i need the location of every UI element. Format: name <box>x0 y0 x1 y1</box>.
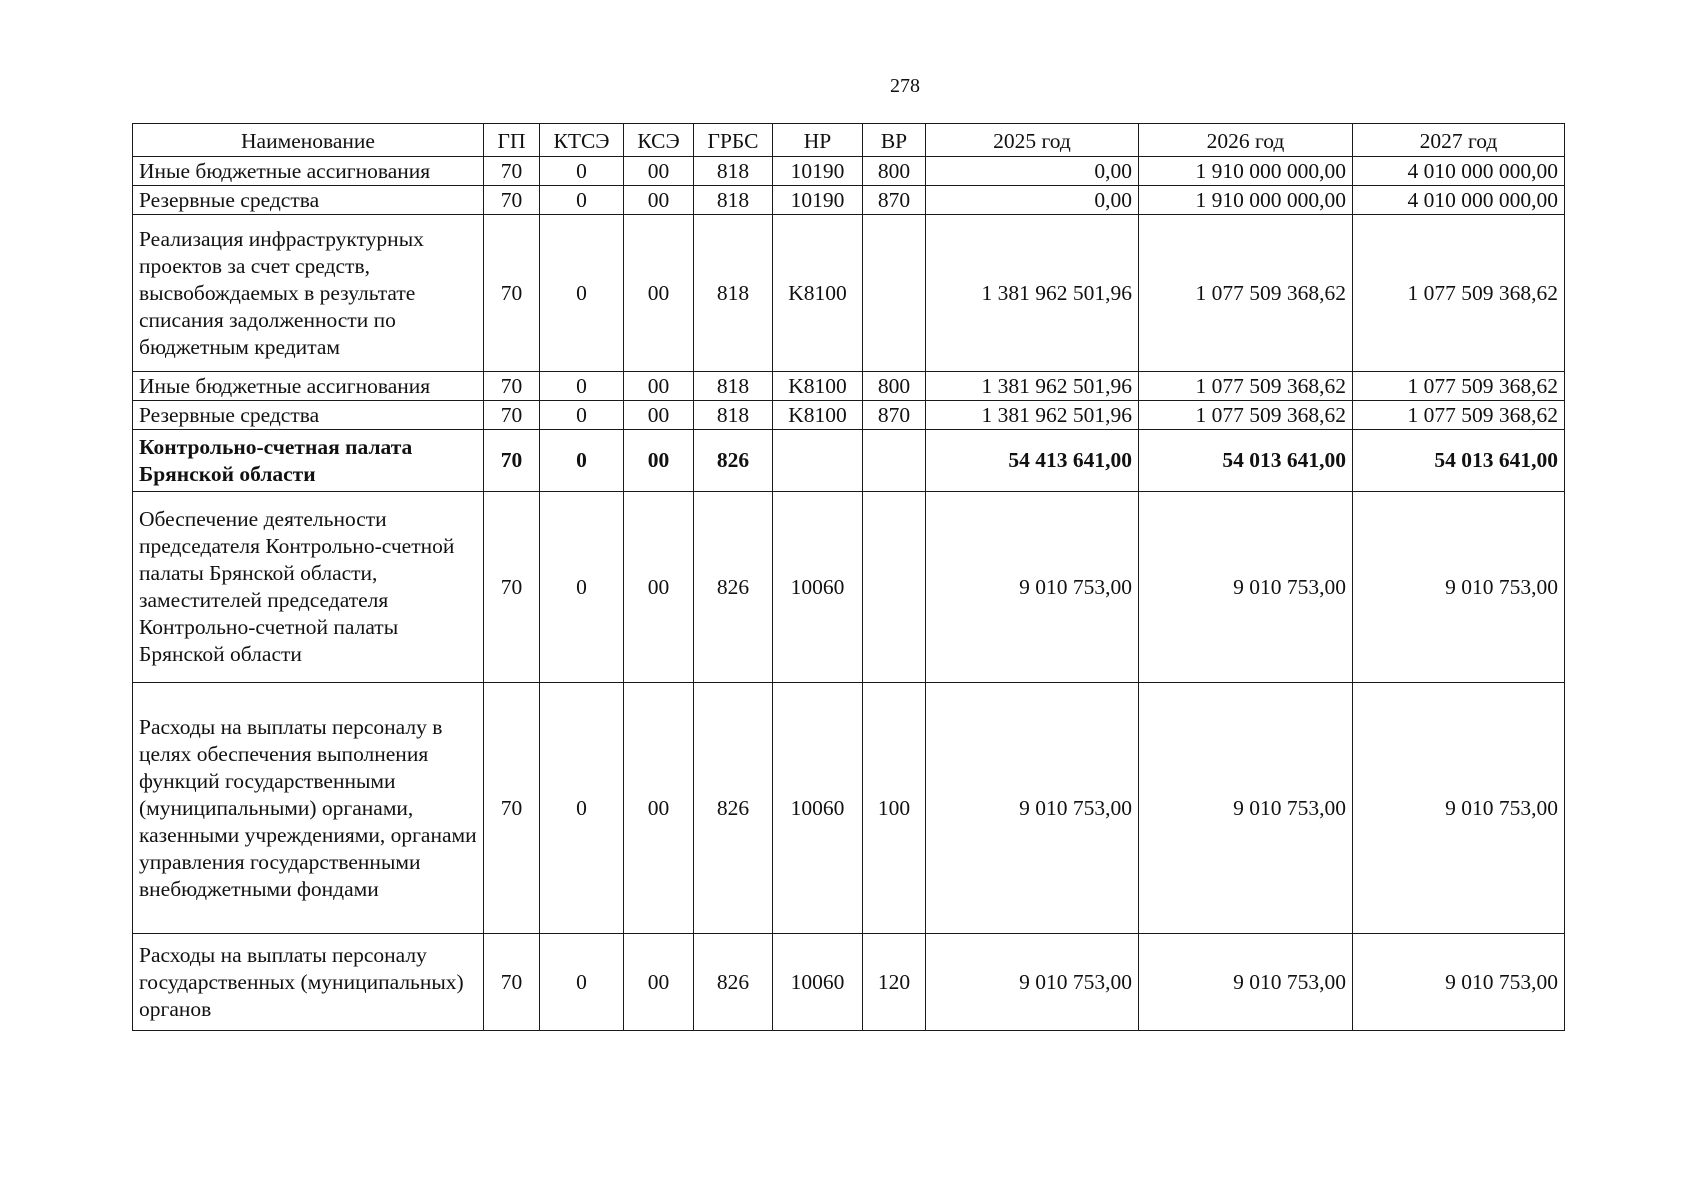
table-row <box>133 430 1565 492</box>
cell-2027: 54 013 641,00 <box>1353 430 1565 492</box>
cell-vr <box>863 215 926 372</box>
header-gp: ГП <box>484 124 540 157</box>
cell-gp: 70 <box>484 186 540 215</box>
cell-2027: 9 010 753,00 <box>1353 492 1565 683</box>
table-row <box>133 492 1565 683</box>
cell-ktse: 0 <box>540 372 624 401</box>
cell-vr <box>863 430 926 492</box>
cell-kse: 00 <box>624 492 694 683</box>
header-vr: ВР <box>863 124 926 157</box>
cell-grbs: 818 <box>694 372 773 401</box>
cell-2025: 9 010 753,00 <box>926 492 1139 683</box>
cell-2027: 1 077 509 368,62 <box>1353 372 1565 401</box>
cell-2027: 9 010 753,00 <box>1353 934 1565 1031</box>
cell-name: Реализация инфраструктурных проектов за счет средств, высвобождаемых в результате списания задолженности по бюджетным кредитам <box>133 215 484 372</box>
cell-ktse: 0 <box>540 157 624 186</box>
cell-2027: 4 010 000 000,00 <box>1353 186 1565 215</box>
cell-gp: 70 <box>484 157 540 186</box>
cell-vr: 800 <box>863 157 926 186</box>
cell-kse: 00 <box>624 372 694 401</box>
cell-kse: 00 <box>624 157 694 186</box>
cell-gp: 70 <box>484 934 540 1031</box>
cell-grbs: 818 <box>694 157 773 186</box>
cell-name: Резервные средства <box>133 186 484 215</box>
cell-nr: 10060 <box>773 683 863 934</box>
cell-gp: 70 <box>484 401 540 430</box>
cell-grbs: 818 <box>694 401 773 430</box>
cell-kse: 00 <box>624 186 694 215</box>
cell-name: Резервные средства <box>133 401 484 430</box>
header-2027: 2027 год <box>1353 124 1565 157</box>
cell-gp: 70 <box>484 372 540 401</box>
cell-2026: 9 010 753,00 <box>1139 492 1353 683</box>
cell-vr: 100 <box>863 683 926 934</box>
page-number: 278 <box>890 75 920 97</box>
cell-gp: 70 <box>484 430 540 492</box>
cell-2027: 9 010 753,00 <box>1353 683 1565 934</box>
table-row <box>133 215 1565 372</box>
table-row <box>133 683 1565 934</box>
cell-nr: K8100 <box>773 401 863 430</box>
cell-2027: 1 077 509 368,62 <box>1353 215 1565 372</box>
header-nr: НР <box>773 124 863 157</box>
budget-table <box>132 123 1565 1031</box>
cell-nr: 10190 <box>773 186 863 215</box>
cell-name: Контрольно-счетная палата Брянской области <box>133 430 484 492</box>
table-row <box>133 372 1565 401</box>
cell-2026: 54 013 641,00 <box>1139 430 1353 492</box>
cell-nr <box>773 430 863 492</box>
cell-gp: 70 <box>484 492 540 683</box>
cell-name: Расходы на выплаты персоналу в целях обеспечения выполнения функций государственными (муниципальными) органами, казенными учреждениями, органами управления государственными внебюджетными фондами <box>133 683 484 934</box>
cell-kse: 00 <box>624 934 694 1031</box>
cell-2027: 4 010 000 000,00 <box>1353 157 1565 186</box>
cell-ktse: 0 <box>540 186 624 215</box>
cell-ktse: 0 <box>540 430 624 492</box>
cell-2025: 1 381 962 501,96 <box>926 401 1139 430</box>
cell-name: Иные бюджетные ассигнования <box>133 157 484 186</box>
cell-nr: K8100 <box>773 372 863 401</box>
header-2025: 2025 год <box>926 124 1139 157</box>
cell-2025: 0,00 <box>926 157 1139 186</box>
cell-ktse: 0 <box>540 401 624 430</box>
cell-name: Расходы на выплаты персоналу государственных (муниципальных) органов <box>133 934 484 1031</box>
cell-grbs: 818 <box>694 215 773 372</box>
cell-kse: 00 <box>624 215 694 372</box>
cell-vr: 800 <box>863 372 926 401</box>
cell-2025: 54 413 641,00 <box>926 430 1139 492</box>
cell-vr: 870 <box>863 186 926 215</box>
cell-2026: 1 910 000 000,00 <box>1139 186 1353 215</box>
cell-grbs: 826 <box>694 492 773 683</box>
cell-vr: 870 <box>863 401 926 430</box>
cell-2025: 0,00 <box>926 186 1139 215</box>
cell-nr: 10060 <box>773 492 863 683</box>
header-row <box>133 124 1565 157</box>
cell-nr: K8100 <box>773 215 863 372</box>
cell-2026: 9 010 753,00 <box>1139 683 1353 934</box>
cell-ktse: 0 <box>540 492 624 683</box>
cell-2027: 1 077 509 368,62 <box>1353 401 1565 430</box>
header-ktse: КТСЭ <box>540 124 624 157</box>
cell-2025: 9 010 753,00 <box>926 683 1139 934</box>
cell-2026: 1 077 509 368,62 <box>1139 215 1353 372</box>
cell-name: Иные бюджетные ассигнования <box>133 372 484 401</box>
table-row <box>133 157 1565 186</box>
cell-nr: 10190 <box>773 157 863 186</box>
cell-grbs: 826 <box>694 934 773 1031</box>
cell-kse: 00 <box>624 401 694 430</box>
cell-nr: 10060 <box>773 934 863 1031</box>
header-name: Наименование <box>133 124 484 157</box>
cell-2026: 1 077 509 368,62 <box>1139 372 1353 401</box>
cell-2025: 9 010 753,00 <box>926 934 1139 1031</box>
table-row <box>133 186 1565 215</box>
cell-gp: 70 <box>484 215 540 372</box>
cell-ktse: 0 <box>540 934 624 1031</box>
cell-grbs: 826 <box>694 430 773 492</box>
cell-vr: 120 <box>863 934 926 1031</box>
cell-kse: 00 <box>624 683 694 934</box>
cell-2026: 9 010 753,00 <box>1139 934 1353 1031</box>
cell-vr <box>863 492 926 683</box>
table-row <box>133 401 1565 430</box>
header-grbs: ГРБС <box>694 124 773 157</box>
cell-name: Обеспечение деятельности председателя Контрольно-счетной палаты Брянской области, заместителей председателя Контрольно-счетной палаты Брянской области <box>133 492 484 683</box>
cell-2025: 1 381 962 501,96 <box>926 215 1139 372</box>
cell-ktse: 0 <box>540 683 624 934</box>
table-row <box>133 934 1565 1031</box>
cell-ktse: 0 <box>540 215 624 372</box>
cell-grbs: 818 <box>694 186 773 215</box>
cell-2025: 1 381 962 501,96 <box>926 372 1139 401</box>
header-kse: КСЭ <box>624 124 694 157</box>
cell-2026: 1 910 000 000,00 <box>1139 157 1353 186</box>
cell-kse: 00 <box>624 430 694 492</box>
cell-2026: 1 077 509 368,62 <box>1139 401 1353 430</box>
header-2026: 2026 год <box>1139 124 1353 157</box>
cell-gp: 70 <box>484 683 540 934</box>
cell-grbs: 826 <box>694 683 773 934</box>
